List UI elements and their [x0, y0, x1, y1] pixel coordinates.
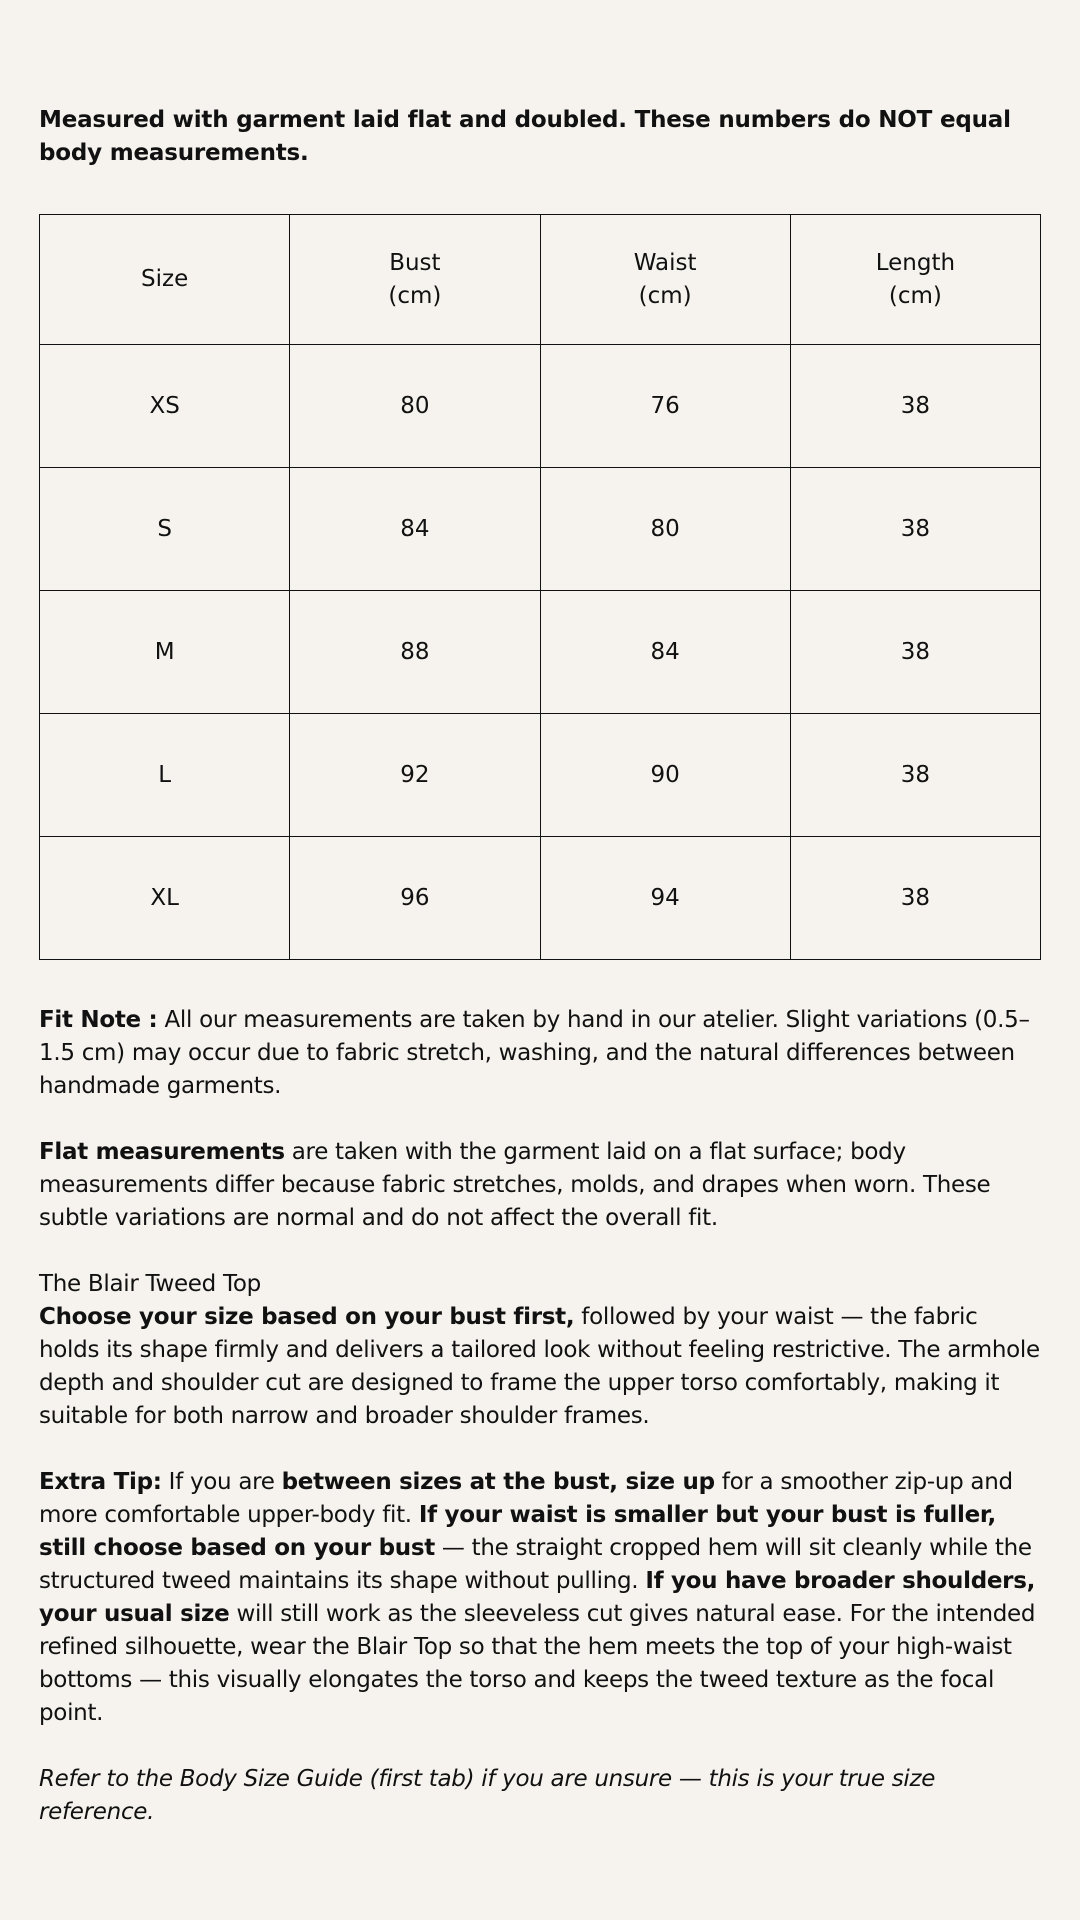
header-size-label: Size: [141, 266, 189, 292]
cell-bust: 80: [290, 345, 540, 468]
table-row: [40, 345, 1041, 468]
flat-measurements-label: Flat measurements: [39, 1139, 285, 1165]
cell-waist: 80: [540, 468, 790, 591]
cell-bust: 88: [290, 591, 540, 714]
fit-note-label: Fit Note :: [39, 1007, 158, 1033]
header-length-unit: (cm): [888, 282, 942, 309]
size-table: [39, 214, 1041, 960]
header-size: [40, 215, 290, 345]
product-title: The Blair Tweed Top: [39, 1271, 261, 1297]
table-row: [40, 591, 1041, 714]
extra-tip-bold-1: between sizes at the bust, size up: [281, 1469, 715, 1495]
product-size-advice: [39, 1301, 1041, 1433]
cell-length: 38: [790, 837, 1040, 960]
refer-note: Refer to the Body Size Guide (first tab) if you are unsure — this is your true size reference.: [39, 1766, 936, 1825]
header-bust: [290, 215, 540, 345]
flat-measurements-note: [39, 1136, 1041, 1235]
header-waist: [540, 215, 790, 345]
extra-tip-bold-2: If your waist is smaller but your bust is fuller, still choose based on your bust: [39, 1502, 996, 1561]
cell-bust: 84: [290, 468, 540, 591]
cell-size: XL: [40, 837, 290, 960]
cell-waist: 76: [540, 345, 790, 468]
extra-tip-text-2: for a smoother zip-up and more comfortable upper-body fit.: [39, 1469, 1013, 1528]
cell-waist: 90: [540, 714, 790, 837]
notes-section: [39, 1004, 1041, 1829]
extra-tip-text-1: If you are: [161, 1469, 282, 1495]
flat-measurements-text: are taken with the garment laid on a flat surface; body measurements differ because fabric stretches, molds, and drapes when worn. These subtle variations are normal and do not affect the overall fit.: [39, 1139, 991, 1231]
fit-note: [39, 1004, 1041, 1103]
cell-waist: 84: [540, 591, 790, 714]
extra-tip-label: Extra Tip:: [39, 1469, 162, 1495]
header-waist-label: Waist: [633, 249, 697, 276]
extra-tip: [39, 1466, 1041, 1730]
header-bust-unit: (cm): [388, 282, 442, 309]
intro-text: Measured with garment laid flat and doubled. These numbers do NOT equal body measurements.: [39, 107, 1011, 166]
cell-size: M: [40, 591, 290, 714]
header-length-label: Length: [875, 249, 956, 276]
cell-bust: 96: [290, 837, 540, 960]
cell-length: 38: [790, 345, 1040, 468]
header-waist-unit: (cm): [638, 282, 692, 309]
cell-length: 38: [790, 468, 1040, 591]
header-bust-label: Bust: [389, 249, 441, 276]
cell-size: L: [40, 714, 290, 837]
product-size-text: followed by your waist — the fabric holds its shape firmly and delivers a tailored look without feeling restrictive. The armhole depth and shoulder cut are designed to frame the upper torso comfortably, making it suitable for both narrow and broader shoulder frames.: [39, 1304, 1040, 1429]
extra-tip-text-3: — the straight cropped hem will sit cleanly while the structured tweed maintains its shape without pulling.: [39, 1535, 1032, 1594]
table-header-row: [40, 215, 1041, 345]
product-size-lead: Choose your size based on your bust first,: [39, 1304, 575, 1330]
cell-bust: 92: [290, 714, 540, 837]
table-row: [40, 837, 1041, 960]
cell-waist: 94: [540, 837, 790, 960]
cell-size: S: [40, 468, 290, 591]
size-guide: [39, 104, 1041, 1829]
cell-size: XS: [40, 345, 290, 468]
cell-length: 38: [790, 714, 1040, 837]
header-length: [790, 215, 1040, 345]
cell-length: 38: [790, 591, 1040, 714]
extra-tip-text-4: will still work as the sleeveless cut gives natural ease. For the intended refined silhouette, wear the Blair Top so that the hem meets the top of your high-waist bottoms — this visually elongates the torso and keeps the tweed texture as the focal point.: [39, 1601, 1036, 1726]
table-row: [40, 714, 1041, 837]
fit-note-text: All our measurements are taken by hand in our atelier. Slight variations (0.5–1.5 cm) may occur due to fabric stretch, washing, and the natural differences between handmade garments.: [39, 1007, 1030, 1099]
table-row: [40, 468, 1041, 591]
extra-tip-bold-3: If you have broader shoulders, your usual size: [39, 1568, 1036, 1627]
